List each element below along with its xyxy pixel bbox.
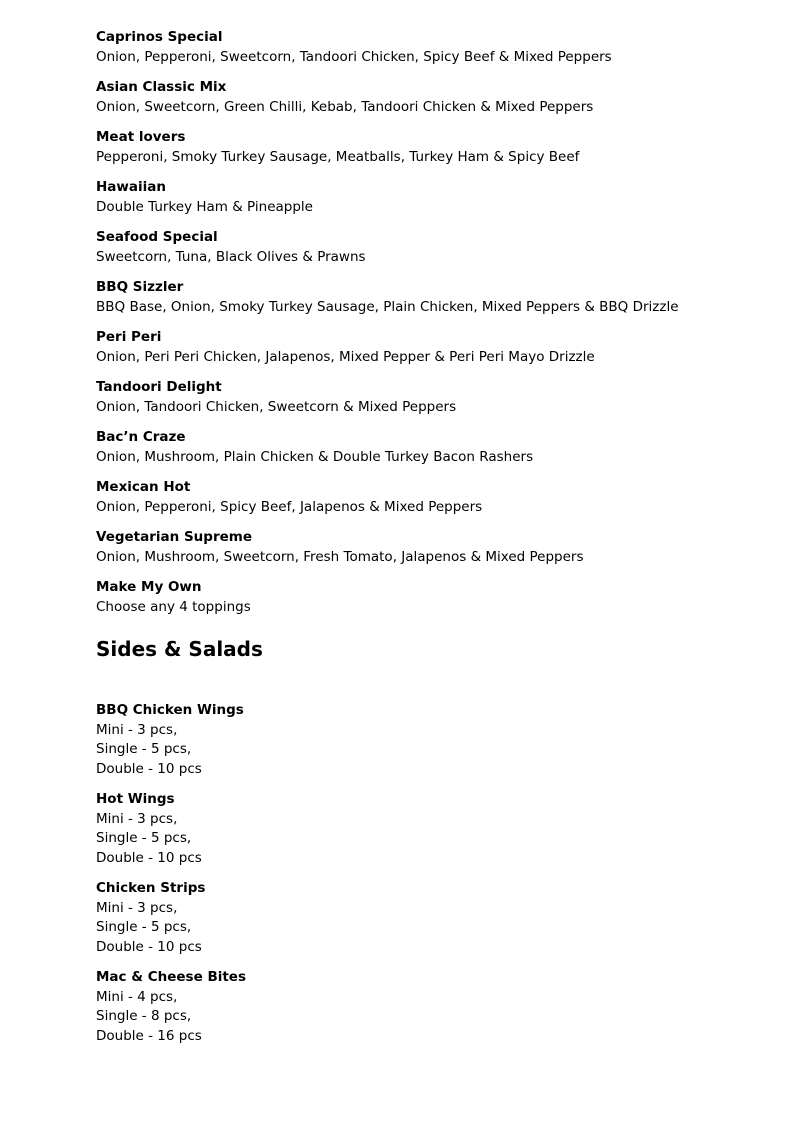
pizza-name: Vegetarian Supreme (96, 529, 252, 545)
pizza-item (96, 428, 756, 467)
pizza-name: Meat lovers (96, 129, 186, 145)
pizza-item (96, 328, 756, 367)
pizza-item (96, 28, 756, 67)
portion-option: Mini - 3 pcs, (96, 721, 178, 738)
portion-option: Single - 8 pcs, (96, 1008, 192, 1024)
pizza-name: Mexican Hot (96, 479, 191, 495)
pizza-item (96, 528, 756, 567)
side-item (96, 879, 756, 957)
pizza-item (96, 128, 756, 167)
pizza-toppings: Onion, Tandoori Chicken, Sweetcorn & Mixed Peppers (96, 398, 457, 415)
pizza-toppings: BBQ Base, Onion, Smoky Turkey Sausage, Plain Chicken, Mixed Peppers & BBQ Drizzle (96, 298, 679, 315)
pizza-item (96, 228, 756, 267)
pizza-name: Make My Own (96, 579, 202, 595)
portion-option: Single - 5 pcs, (96, 830, 192, 846)
side-name: Hot Wings (96, 791, 175, 807)
pizza-item (96, 578, 756, 617)
pizza-item (96, 378, 756, 417)
pizza-name: BBQ Sizzler (96, 279, 184, 295)
pizza-name: Bac’n Craze (96, 429, 186, 445)
portion-option: Single - 5 pcs, (96, 741, 192, 757)
pizza-item (96, 478, 756, 517)
pizza-item (96, 178, 756, 217)
portion-option: Mini - 3 pcs, (96, 810, 178, 827)
side-item (96, 790, 756, 868)
side-name: BBQ Chicken Wings (96, 702, 244, 718)
pizza-toppings: Choose any 4 toppings (96, 598, 251, 615)
menu-page (96, 28, 756, 1057)
portion-option: Double - 10 pcs (96, 938, 202, 955)
side-item (96, 701, 756, 779)
pizza-toppings: Onion, Mushroom, Plain Chicken & Double Turkey Bacon Rashers (96, 448, 534, 465)
pizza-name: Tandoori Delight (96, 379, 222, 395)
pizza-name: Hawaiian (96, 179, 166, 195)
sides-section-heading: Sides & Salads (96, 637, 263, 661)
portion-option: Double - 10 pcs (96, 760, 202, 777)
side-name: Chicken Strips (96, 880, 206, 896)
pizza-name: Caprinos Special (96, 29, 223, 45)
portion-option: Mini - 4 pcs, (96, 988, 178, 1005)
side-name: Mac & Cheese Bites (96, 969, 247, 985)
pizza-name: Peri Peri (96, 329, 162, 345)
pizza-name: Seafood Special (96, 229, 218, 245)
pizza-toppings: Onion, Sweetcorn, Green Chilli, Kebab, Tandoori Chicken & Mixed Peppers (96, 98, 594, 115)
portion-option: Double - 10 pcs (96, 849, 202, 866)
pizza-toppings: Double Turkey Ham & Pineapple (96, 198, 313, 215)
pizza-toppings: Onion, Pepperoni, Sweetcorn, Tandoori Chicken, Spicy Beef & Mixed Peppers (96, 48, 612, 65)
portion-option: Double - 16 pcs (96, 1027, 202, 1044)
pizza-toppings: Pepperoni, Smoky Turkey Sausage, Meatballs, Turkey Ham & Spicy Beef (96, 148, 580, 165)
side-item (96, 968, 756, 1046)
pizza-item (96, 78, 756, 117)
pizza-item (96, 278, 756, 317)
portion-option: Mini - 3 pcs, (96, 899, 178, 916)
portion-option: Single - 5 pcs, (96, 919, 192, 935)
pizza-toppings: Sweetcorn, Tuna, Black Olives & Prawns (96, 248, 366, 265)
pizza-toppings: Onion, Mushroom, Sweetcorn, Fresh Tomato, Jalapenos & Mixed Peppers (96, 548, 584, 565)
pizza-toppings: Onion, Peri Peri Chicken, Jalapenos, Mixed Pepper & Peri Peri Mayo Drizzle (96, 348, 595, 365)
pizza-name: Asian Classic Mix (96, 79, 227, 95)
pizza-toppings: Onion, Pepperoni, Spicy Beef, Jalapenos & Mixed Peppers (96, 498, 483, 515)
